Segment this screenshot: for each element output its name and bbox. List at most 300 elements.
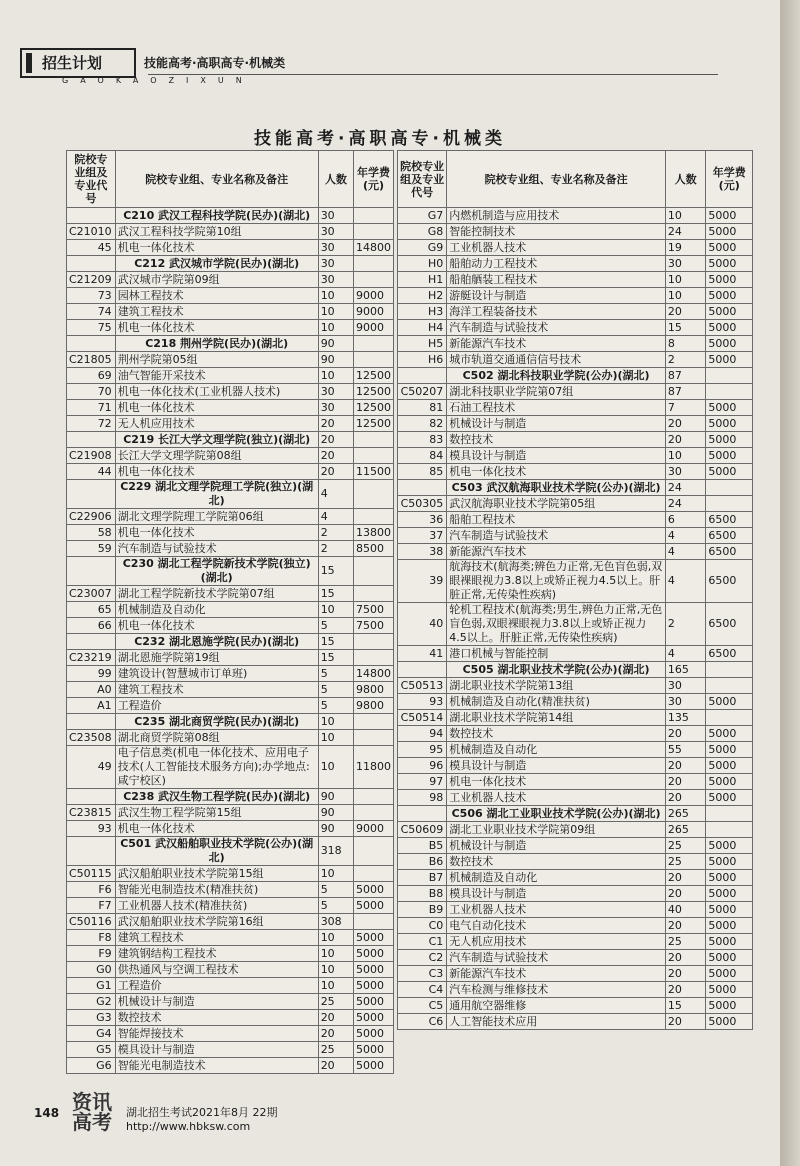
name-cell: 武汉船舶职业技术学院第16组 xyxy=(115,914,318,930)
table-row xyxy=(398,320,753,336)
fee-cell: 5000 xyxy=(706,726,753,742)
name-cell: C505 湖北职业技术学院(公办)(湖北) xyxy=(447,662,666,678)
count-cell: 87 xyxy=(665,384,705,400)
table-row xyxy=(67,1058,394,1074)
code-cell: C1 xyxy=(398,934,447,950)
table-row xyxy=(398,240,753,256)
name-cell: 湖北职业技术学院第14组 xyxy=(447,710,666,726)
fee-cell: 5000 xyxy=(353,882,393,898)
fee-cell: 12500 xyxy=(353,384,393,400)
fee-cell xyxy=(706,480,753,496)
table-row xyxy=(67,746,394,789)
count-cell: 24 xyxy=(665,480,705,496)
school-row xyxy=(398,662,753,678)
count-cell: 308 xyxy=(318,914,353,930)
name-cell: 模具设计与制造 xyxy=(447,886,666,902)
code-cell: H4 xyxy=(398,320,447,336)
school-row xyxy=(67,634,394,650)
code-cell: H6 xyxy=(398,352,447,368)
count-cell: 90 xyxy=(318,352,353,368)
table-row xyxy=(398,400,753,416)
count-cell: 20 xyxy=(665,726,705,742)
table-row xyxy=(67,666,394,682)
table-row xyxy=(398,774,753,790)
count-cell: 30 xyxy=(318,272,353,288)
fee-cell: 7500 xyxy=(353,602,393,618)
name-cell: 工业机器人技术(精准扶贫) xyxy=(115,898,318,914)
table-row xyxy=(67,525,394,541)
table-row xyxy=(398,256,753,272)
fee-cell xyxy=(353,730,393,746)
code-cell: 96 xyxy=(398,758,447,774)
code-cell: H5 xyxy=(398,336,447,352)
name-cell: 园林工程技术 xyxy=(115,288,318,304)
name-cell: 湖北科技职业学院第07组 xyxy=(447,384,666,400)
count-cell: 15 xyxy=(318,557,353,586)
table-row xyxy=(398,208,753,224)
code-cell: C23815 xyxy=(67,805,116,821)
fee-cell: 5000 xyxy=(706,758,753,774)
name-cell: 新能源汽车技术 xyxy=(447,966,666,982)
code-cell: G3 xyxy=(67,1010,116,1026)
fee-cell xyxy=(353,336,393,352)
fee-cell xyxy=(353,352,393,368)
table-row xyxy=(67,978,394,994)
section-title: 招生计划 xyxy=(42,54,103,72)
code-cell: C50116 xyxy=(67,914,116,930)
count-cell: 5 xyxy=(318,682,353,698)
name-cell: 机电一体化技术 xyxy=(115,618,318,634)
fee-cell: 5000 xyxy=(706,950,753,966)
count-cell: 4 xyxy=(665,528,705,544)
fee-cell: 6500 xyxy=(706,512,753,528)
table-row xyxy=(67,698,394,714)
name-cell: C219 长江大学文理学院(独立)(湖北) xyxy=(115,432,318,448)
code-cell: G8 xyxy=(398,224,447,240)
table-row xyxy=(398,742,753,758)
name-cell: 建筑设计(智慧城市订单班) xyxy=(115,666,318,682)
code-cell: G1 xyxy=(67,978,116,994)
table-row xyxy=(398,384,753,400)
count-cell: 20 xyxy=(665,966,705,982)
fee-cell: 5000 xyxy=(706,288,753,304)
code-cell: 85 xyxy=(398,464,447,480)
table-row xyxy=(67,352,394,368)
count-cell: 10 xyxy=(665,208,705,224)
name-cell: C501 武汉船舶职业技术学院(公办)(湖北) xyxy=(115,837,318,866)
breadcrumb: 技能高考·高职高专·机械类 xyxy=(144,56,286,70)
table-row xyxy=(67,866,394,882)
table-row xyxy=(398,496,753,512)
table-row xyxy=(67,650,394,666)
fee-cell: 14800 xyxy=(353,666,393,682)
code-cell xyxy=(67,714,116,730)
footer-url: http://www.hbksw.com xyxy=(126,1120,251,1133)
name-cell: C503 武汉航海职业技术学院(公办)(湖北) xyxy=(447,480,666,496)
name-cell: 人工智能技术应用 xyxy=(447,1014,666,1030)
fee-cell: 5000 xyxy=(353,978,393,994)
code-cell xyxy=(67,480,116,509)
name-cell: 汽车制造与试验技术 xyxy=(447,320,666,336)
code-cell: 38 xyxy=(398,544,447,560)
count-cell: 24 xyxy=(665,224,705,240)
name-cell: 油气智能开采技术 xyxy=(115,368,318,384)
code-cell: F8 xyxy=(67,930,116,946)
name-cell: 电子信息类(机电一体化技术、应用电子技术(人工智能技术服务方向);办学地点:咸宁校区) xyxy=(115,746,318,789)
count-cell: 87 xyxy=(665,368,705,384)
code-cell xyxy=(67,837,116,866)
code-cell: 74 xyxy=(67,304,116,320)
name-cell: 建筑工程技术 xyxy=(115,304,318,320)
count-cell: 2 xyxy=(665,603,705,646)
table-row xyxy=(398,886,753,902)
table-row xyxy=(398,902,753,918)
code-cell: B8 xyxy=(398,886,447,902)
code-cell: 99 xyxy=(67,666,116,682)
code-cell: 70 xyxy=(67,384,116,400)
table-row xyxy=(67,400,394,416)
fee-cell: 6500 xyxy=(706,544,753,560)
fee-cell: 14800 xyxy=(353,240,393,256)
name-cell: C506 湖北工业职业技术学院(公办)(湖北) xyxy=(447,806,666,822)
code-cell xyxy=(67,789,116,805)
count-cell: 10 xyxy=(665,448,705,464)
name-cell: 电气自动化技术 xyxy=(447,918,666,934)
fee-cell: 5000 xyxy=(706,256,753,272)
code-cell: B6 xyxy=(398,854,447,870)
school-row xyxy=(67,480,394,509)
table-row xyxy=(398,838,753,854)
count-cell: 15 xyxy=(318,634,353,650)
code-cell: 97 xyxy=(398,774,447,790)
table-row xyxy=(398,678,753,694)
fee-cell: 5000 xyxy=(353,898,393,914)
name-cell: 湖北恩施学院第19组 xyxy=(115,650,318,666)
count-cell: 10 xyxy=(665,288,705,304)
fee-cell xyxy=(353,272,393,288)
code-cell: 71 xyxy=(67,400,116,416)
fee-cell xyxy=(706,710,753,726)
fee-cell: 5000 xyxy=(706,982,753,998)
fee-cell: 11500 xyxy=(353,464,393,480)
fee-cell: 5000 xyxy=(706,870,753,886)
code-cell xyxy=(67,557,116,586)
name-cell: 船舶舾装工程技术 xyxy=(447,272,666,288)
fee-cell xyxy=(353,208,393,224)
code-cell: C23007 xyxy=(67,586,116,602)
name-cell: 通用航空器维修 xyxy=(447,998,666,1014)
fee-cell: 5000 xyxy=(706,320,753,336)
code-cell: 69 xyxy=(67,368,116,384)
table-row xyxy=(67,962,394,978)
count-cell: 8 xyxy=(665,336,705,352)
name-cell: C210 武汉工程科技学院(民办)(湖北) xyxy=(115,208,318,224)
count-cell: 10 xyxy=(318,946,353,962)
count-cell: 20 xyxy=(665,870,705,886)
fee-cell: 6500 xyxy=(706,603,753,646)
name-cell: 机械设计与制造 xyxy=(447,416,666,432)
table-row xyxy=(67,240,394,256)
table-row xyxy=(398,646,753,662)
fee-cell: 5000 xyxy=(706,854,753,870)
code-cell: 59 xyxy=(67,541,116,557)
code-cell: C50207 xyxy=(398,384,447,400)
fee-cell: 5000 xyxy=(706,902,753,918)
fee-cell xyxy=(353,914,393,930)
code-cell: 37 xyxy=(398,528,447,544)
name-cell: 机电一体化技术 xyxy=(115,400,318,416)
count-cell: 10 xyxy=(318,602,353,618)
table-row xyxy=(67,304,394,320)
header-code: 院校专业组及专业代号 xyxy=(67,151,116,208)
name-cell: 湖北商贸学院第08组 xyxy=(115,730,318,746)
code-cell: 75 xyxy=(67,320,116,336)
code-cell: C50115 xyxy=(67,866,116,882)
fee-cell xyxy=(353,650,393,666)
count-cell: 5 xyxy=(318,666,353,682)
name-cell: 湖北工程学院新技术学院第07组 xyxy=(115,586,318,602)
count-cell: 15 xyxy=(318,586,353,602)
fee-cell: 12500 xyxy=(353,368,393,384)
fee-cell: 9000 xyxy=(353,821,393,837)
name-cell: 机电一体化技术 xyxy=(115,821,318,837)
code-cell: C6 xyxy=(398,1014,447,1030)
fee-cell xyxy=(353,480,393,509)
fee-cell: 5000 xyxy=(706,464,753,480)
count-cell: 30 xyxy=(318,256,353,272)
name-cell: 智能光电制造技术(精准扶贫) xyxy=(115,882,318,898)
table-row xyxy=(67,224,394,240)
count-cell: 30 xyxy=(318,400,353,416)
name-cell: 长江大学文理学院第08组 xyxy=(115,448,318,464)
count-cell: 20 xyxy=(665,416,705,432)
table-row xyxy=(67,730,394,746)
enrollment-table-left xyxy=(66,150,394,1074)
table-row xyxy=(398,528,753,544)
name-cell: 武汉船舶职业技术学院第15组 xyxy=(115,866,318,882)
fee-cell: 13800 xyxy=(353,525,393,541)
name-cell: 机电一体化技术 xyxy=(447,774,666,790)
code-cell: G2 xyxy=(67,994,116,1010)
fee-cell: 9800 xyxy=(353,698,393,714)
code-cell: 72 xyxy=(67,416,116,432)
code-cell: 81 xyxy=(398,400,447,416)
code-cell: 98 xyxy=(398,790,447,806)
page-header xyxy=(20,46,720,85)
table-header-row xyxy=(67,151,394,208)
count-cell: 5 xyxy=(318,898,353,914)
name-cell: 船舶动力工程技术 xyxy=(447,256,666,272)
code-cell: C5 xyxy=(398,998,447,1014)
table-row xyxy=(398,1014,753,1030)
fee-cell: 5000 xyxy=(706,400,753,416)
count-cell: 25 xyxy=(318,994,353,1010)
name-cell: 机械制造及自动化 xyxy=(447,870,666,886)
fee-cell xyxy=(353,448,393,464)
count-cell: 4 xyxy=(318,509,353,525)
table-row xyxy=(398,934,753,950)
page-number: 148 xyxy=(34,1106,60,1120)
code-cell: 58 xyxy=(67,525,116,541)
fee-cell: 5000 xyxy=(353,1042,393,1058)
fee-cell: 5000 xyxy=(706,934,753,950)
name-cell: 内燃机制造与应用技术 xyxy=(447,208,666,224)
name-cell: 武汉航海职业技术学院第05组 xyxy=(447,496,666,512)
school-row xyxy=(398,480,753,496)
code-cell: 44 xyxy=(67,464,116,480)
count-cell: 20 xyxy=(318,1026,353,1042)
fee-cell: 5000 xyxy=(353,994,393,1010)
fee-cell: 5000 xyxy=(353,1058,393,1074)
fee-cell: 9000 xyxy=(353,320,393,336)
name-cell: C238 武汉生物工程学院(民办)(湖北) xyxy=(115,789,318,805)
name-cell: 机电一体化技术 xyxy=(115,240,318,256)
count-cell: 15 xyxy=(318,650,353,666)
name-cell: 智能光电制造技术 xyxy=(115,1058,318,1074)
header-count: 人数 xyxy=(318,151,353,208)
count-cell: 25 xyxy=(665,934,705,950)
name-cell: 湖北文理学院理工学院第06组 xyxy=(115,509,318,525)
header-fee: 年学费(元) xyxy=(706,151,753,208)
fee-cell: 9800 xyxy=(353,682,393,698)
name-cell: 建筑钢结构工程技术 xyxy=(115,946,318,962)
fee-cell xyxy=(706,496,753,512)
name-cell: 智能控制技术 xyxy=(447,224,666,240)
count-cell: 20 xyxy=(665,1014,705,1030)
name-cell: 工程造价 xyxy=(115,978,318,994)
fee-cell: 5000 xyxy=(706,774,753,790)
code-cell: 65 xyxy=(67,602,116,618)
table-row xyxy=(67,448,394,464)
table-row xyxy=(398,544,753,560)
code-cell: A1 xyxy=(67,698,116,714)
name-cell: C232 湖北恩施学院(民办)(湖北) xyxy=(115,634,318,650)
code-cell: G7 xyxy=(398,208,447,224)
table-row xyxy=(67,1010,394,1026)
count-cell: 20 xyxy=(665,790,705,806)
count-cell: 30 xyxy=(665,464,705,480)
count-cell: 2 xyxy=(665,352,705,368)
table-row xyxy=(67,946,394,962)
name-cell: 湖北职业技术学院第13组 xyxy=(447,678,666,694)
count-cell: 10 xyxy=(318,730,353,746)
code-cell: H3 xyxy=(398,304,447,320)
table-row xyxy=(67,682,394,698)
table-row xyxy=(67,464,394,480)
count-cell: 5 xyxy=(318,882,353,898)
fee-cell: 5000 xyxy=(706,694,753,710)
school-row xyxy=(67,557,394,586)
count-cell: 2 xyxy=(318,541,353,557)
school-row xyxy=(67,256,394,272)
table-row xyxy=(67,368,394,384)
table-row xyxy=(398,448,753,464)
fee-cell xyxy=(353,432,393,448)
table-row xyxy=(398,950,753,966)
count-cell: 30 xyxy=(318,224,353,240)
name-cell: 机电一体化技术 xyxy=(447,464,666,480)
fee-cell xyxy=(353,256,393,272)
count-cell: 20 xyxy=(665,432,705,448)
table-body xyxy=(67,208,394,1074)
count-cell: 20 xyxy=(318,448,353,464)
name-cell: 机械制造及自动化 xyxy=(447,742,666,758)
code-cell: C50305 xyxy=(398,496,447,512)
code-cell: 94 xyxy=(398,726,447,742)
name-cell: 模具设计与制造 xyxy=(447,448,666,464)
count-cell: 4 xyxy=(665,646,705,662)
name-cell: 港口机械与智能控制 xyxy=(447,646,666,662)
code-cell: 82 xyxy=(398,416,447,432)
count-cell: 20 xyxy=(665,950,705,966)
page-footer xyxy=(34,1090,354,1140)
count-cell: 10 xyxy=(318,288,353,304)
count-cell: 30 xyxy=(318,384,353,400)
fee-cell: 5000 xyxy=(706,998,753,1014)
code-cell: C21908 xyxy=(67,448,116,464)
table-row xyxy=(398,224,753,240)
header-code: 院校专业组及专业代号 xyxy=(398,151,447,208)
count-cell: 90 xyxy=(318,336,353,352)
count-cell: 10 xyxy=(318,978,353,994)
fee-cell: 5000 xyxy=(706,448,753,464)
table-row xyxy=(398,416,753,432)
count-cell: 25 xyxy=(318,1042,353,1058)
table-row xyxy=(398,432,753,448)
table-row xyxy=(398,560,753,603)
table-row xyxy=(398,982,753,998)
table-row xyxy=(398,822,753,838)
count-cell: 90 xyxy=(318,789,353,805)
count-cell: 25 xyxy=(665,838,705,854)
table-row xyxy=(67,805,394,821)
code-cell: H0 xyxy=(398,256,447,272)
table-row xyxy=(398,603,753,646)
fee-cell: 5000 xyxy=(706,966,753,982)
name-cell: 无人机应用技术 xyxy=(115,416,318,432)
count-cell: 55 xyxy=(665,742,705,758)
fee-cell xyxy=(353,837,393,866)
name-cell: 供热通风与空调工程技术 xyxy=(115,962,318,978)
code-cell: C21209 xyxy=(67,272,116,288)
table-row xyxy=(398,288,753,304)
name-cell: 武汉城市学院第09组 xyxy=(115,272,318,288)
fee-cell xyxy=(706,662,753,678)
name-cell: 机电一体化技术 xyxy=(115,525,318,541)
name-cell: 机电一体化技术 xyxy=(115,464,318,480)
count-cell: 265 xyxy=(665,806,705,822)
name-cell: C235 湖北商贸学院(民办)(湖北) xyxy=(115,714,318,730)
fee-cell: 5000 xyxy=(706,240,753,256)
fee-cell: 5000 xyxy=(706,790,753,806)
table-row xyxy=(67,821,394,837)
code-cell: C4 xyxy=(398,982,447,998)
code-cell: F7 xyxy=(67,898,116,914)
fee-cell xyxy=(706,368,753,384)
name-cell: 武汉生物工程学院第15组 xyxy=(115,805,318,821)
table-row xyxy=(398,758,753,774)
count-cell: 15 xyxy=(665,998,705,1014)
fee-cell: 5000 xyxy=(706,208,753,224)
count-cell: 10 xyxy=(665,272,705,288)
code-cell: H2 xyxy=(398,288,447,304)
fee-cell: 7500 xyxy=(353,618,393,634)
table-row xyxy=(67,1042,394,1058)
name-cell: C230 湖北工程学院新技术学院(独立)(湖北) xyxy=(115,557,318,586)
table-title: 技能高考·高职高专·机械类 xyxy=(254,129,506,149)
count-cell: 10 xyxy=(318,304,353,320)
code-cell: C21805 xyxy=(67,352,116,368)
